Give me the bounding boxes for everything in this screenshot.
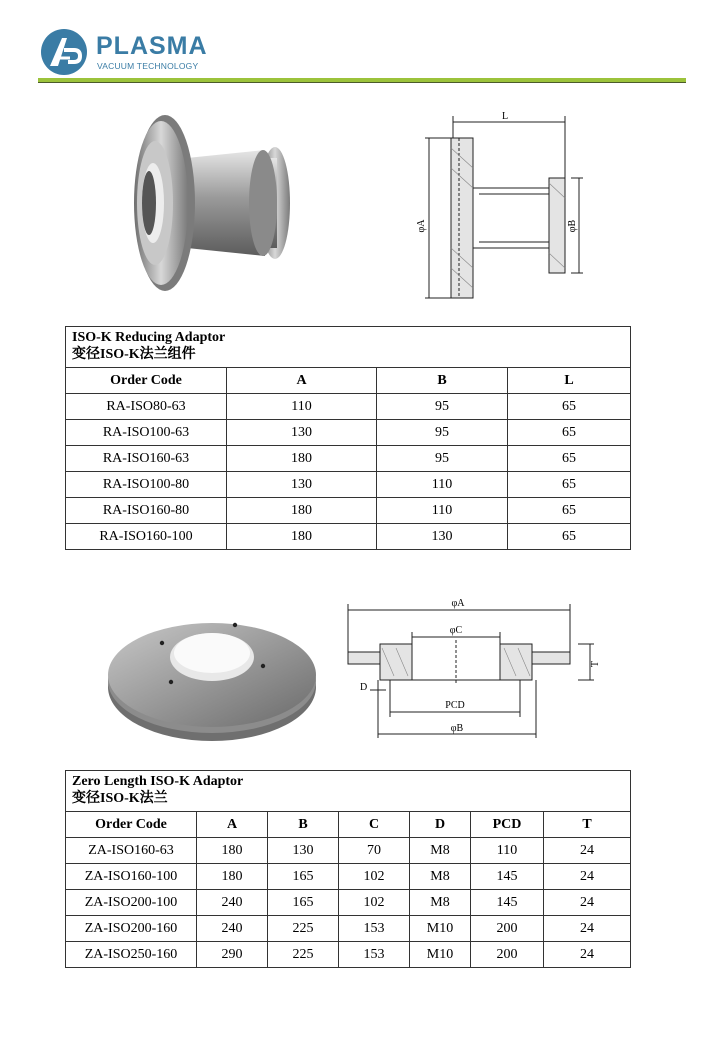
- dim-a-label: φA: [451, 598, 465, 609]
- cell: 180: [227, 446, 377, 472]
- cell: 200: [471, 916, 544, 942]
- cell: RA-ISO160-100: [66, 524, 227, 550]
- cell: 65: [508, 498, 631, 524]
- cell: RA-ISO160-63: [66, 446, 227, 472]
- table-row: [66, 498, 631, 524]
- cell: RA-ISO80-63: [66, 394, 227, 420]
- table-row: [66, 394, 631, 420]
- table-title: [66, 771, 631, 812]
- cell: 180: [227, 498, 377, 524]
- col-d: D: [410, 812, 471, 838]
- zero-length-adaptor-photo: [105, 615, 320, 745]
- cell: M10: [410, 942, 471, 968]
- cell: M10: [410, 916, 471, 942]
- cell: 145: [471, 890, 544, 916]
- brand-name: PLASMA: [96, 32, 208, 60]
- cell: 153: [339, 942, 410, 968]
- cell: M8: [410, 864, 471, 890]
- cell: 65: [508, 524, 631, 550]
- table-row: [66, 446, 631, 472]
- dim-t-label: T: [590, 660, 601, 668]
- table-row: [66, 838, 631, 864]
- col-c: C: [339, 812, 410, 838]
- cell: 95: [377, 394, 508, 420]
- cell: 225: [268, 916, 339, 942]
- cell: 240: [197, 890, 268, 916]
- table-row: [66, 890, 631, 916]
- table-row: [66, 420, 631, 446]
- table-title: [66, 327, 631, 368]
- dim-d-label: D: [360, 682, 368, 693]
- col-order-code: Order Code: [66, 812, 197, 838]
- cell: 130: [227, 472, 377, 498]
- dim-b-label: φB: [567, 219, 578, 233]
- col-t: T: [544, 812, 631, 838]
- col-b: B: [268, 812, 339, 838]
- table-title-cn: 变径ISO-K法兰组件: [72, 347, 196, 362]
- cell: ZA-ISO160-63: [66, 838, 197, 864]
- col-l: L: [508, 368, 631, 394]
- cell: 130: [377, 524, 508, 550]
- col-pcd: PCD: [471, 812, 544, 838]
- table-title-en: ISO-K Reducing Adaptor: [72, 330, 226, 345]
- table-title-en: Zero Length ISO-K Adaptor: [72, 774, 244, 789]
- cell: M8: [410, 890, 471, 916]
- cell: 102: [339, 864, 410, 890]
- dim-a-label: φA: [416, 219, 427, 233]
- cell: ZA-ISO250-160: [66, 942, 197, 968]
- cell: 165: [268, 890, 339, 916]
- col-a: A: [227, 368, 377, 394]
- cell: 110: [377, 472, 508, 498]
- cell: ZA-ISO200-160: [66, 916, 197, 942]
- cell: 130: [227, 420, 377, 446]
- cell: 225: [268, 942, 339, 968]
- cell: 110: [227, 394, 377, 420]
- cell: 65: [508, 446, 631, 472]
- dim-pcd-label: PCD: [445, 700, 465, 711]
- cell: 95: [377, 446, 508, 472]
- col-order-code: Order Code: [66, 368, 227, 394]
- table-header-row: [66, 812, 631, 838]
- cell: 65: [508, 394, 631, 420]
- table-title-cn: 变径ISO-K法兰: [72, 791, 168, 806]
- cell: M8: [410, 838, 471, 864]
- dim-c-label: φC: [449, 625, 463, 636]
- page-header: [0, 0, 720, 90]
- cell: 180: [227, 524, 377, 550]
- cell: RA-ISO100-63: [66, 420, 227, 446]
- cell: RA-ISO100-80: [66, 472, 227, 498]
- cell: 110: [471, 838, 544, 864]
- table-row: [66, 472, 631, 498]
- cell: 102: [339, 890, 410, 916]
- cell: 200: [471, 942, 544, 968]
- col-a: A: [197, 812, 268, 838]
- cell: 153: [339, 916, 410, 942]
- dim-l-label: L: [501, 111, 509, 122]
- cell: 65: [508, 472, 631, 498]
- cell: 65: [508, 420, 631, 446]
- table-row: [66, 942, 631, 968]
- zero-length-adaptor-drawing: [340, 592, 605, 744]
- cell: 110: [377, 498, 508, 524]
- cell: 180: [197, 838, 268, 864]
- cell: 95: [377, 420, 508, 446]
- cell: 145: [471, 864, 544, 890]
- reducing-adaptor-photo: [125, 108, 305, 298]
- header-rule: [38, 78, 686, 83]
- cell: RA-ISO160-80: [66, 498, 227, 524]
- cell: 24: [544, 864, 631, 890]
- table-header-row: [66, 368, 631, 394]
- cell: 24: [544, 890, 631, 916]
- cell: 130: [268, 838, 339, 864]
- plasma-logo-icon: [40, 28, 88, 76]
- brand-subtitle: VACUUM TECHNOLOGY: [97, 61, 199, 71]
- dim-b-label: φB: [450, 723, 464, 734]
- cell: ZA-ISO160-100: [66, 864, 197, 890]
- table-row: [66, 864, 631, 890]
- table-row: [66, 524, 631, 550]
- reducing-adaptor-table: [65, 326, 631, 550]
- cell: 24: [544, 838, 631, 864]
- cell: ZA-ISO200-100: [66, 890, 197, 916]
- cell: 24: [544, 916, 631, 942]
- reducing-adaptor-drawing: [415, 108, 590, 300]
- cell: 165: [268, 864, 339, 890]
- zero-length-adaptor-table: [65, 770, 631, 968]
- cell: 180: [197, 864, 268, 890]
- cell: 70: [339, 838, 410, 864]
- cell: 24: [544, 942, 631, 968]
- col-b: B: [377, 368, 508, 394]
- cell: 240: [197, 916, 268, 942]
- cell: 290: [197, 942, 268, 968]
- table-row: [66, 916, 631, 942]
